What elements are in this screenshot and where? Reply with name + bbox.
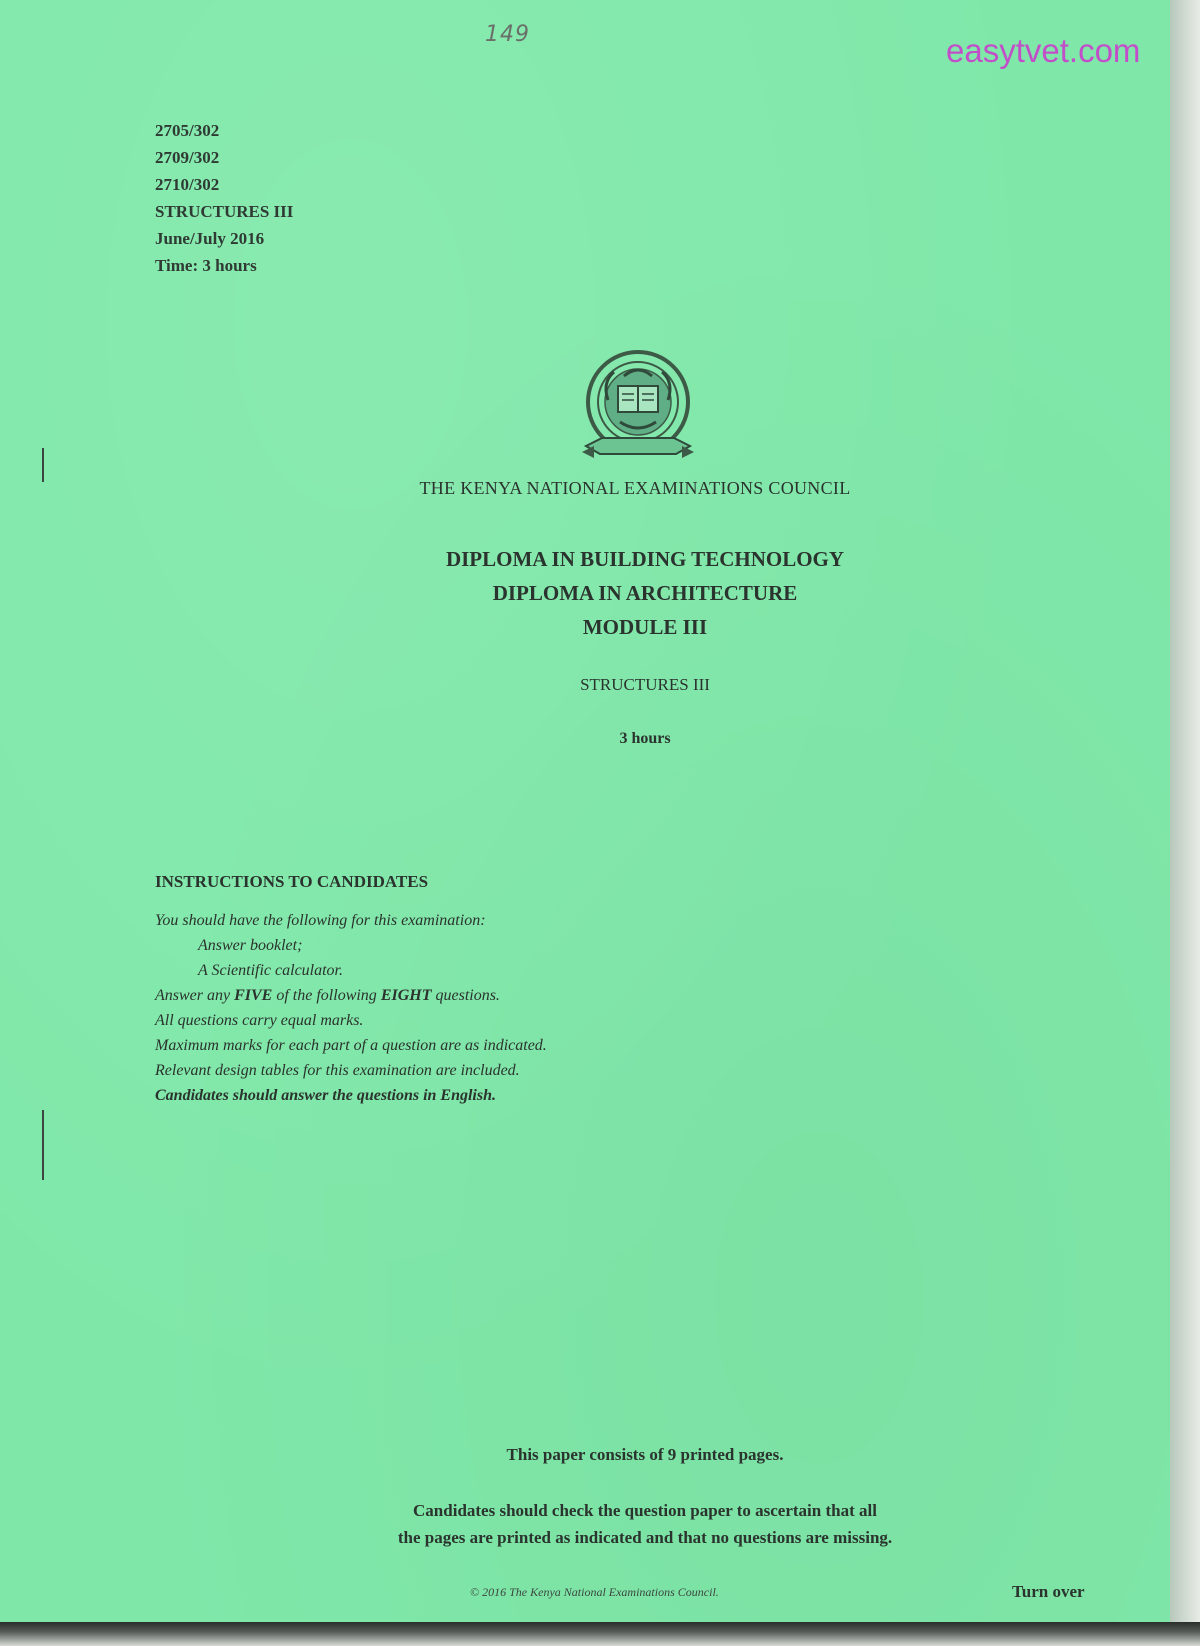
answer-prefix: Answer any — [155, 987, 235, 1004]
copyright-notice: © 2016 The Kenya National Examinations Council. — [470, 1585, 719, 1599]
paper-time: Time: 3 hours — [155, 256, 257, 275]
scan-bottom-edge — [0, 1622, 1200, 1646]
answer-middle: of the following — [272, 987, 381, 1004]
programme-titles — [0, 542, 1200, 644]
scan-edge-mark — [42, 448, 44, 482]
paper-code: 2709/302 — [155, 148, 220, 167]
page-count-note: This paper consists of 9 printed pages. — [506, 1445, 784, 1464]
instruction-max-marks: Maximum marks for each part of a question are as indicated. — [155, 1037, 547, 1054]
answer-suffix: questions. — [431, 987, 500, 1004]
handwritten-page-note: 149 — [485, 22, 530, 47]
paper-code-block — [155, 117, 293, 279]
paper-code: 2710/302 — [155, 175, 220, 194]
watermark-link[interactable]: easytvet.com — [946, 32, 1141, 69]
paper-session: June/July 2016 — [155, 229, 265, 248]
instruction-equal-marks: All questions carry equal marks. — [155, 1012, 364, 1029]
instruction-english: Candidates should answer the questions in English. — [155, 1087, 496, 1104]
council-name: THE KENYA NATIONAL EXAMINATIONS COUNCIL — [419, 478, 851, 498]
instruction-item: Answer booklet; — [198, 937, 303, 954]
scan-right-margin — [1170, 0, 1200, 1622]
knec-seal-icon — [572, 342, 704, 474]
instruction-item: A Scientific calculator. — [198, 962, 344, 979]
subject-title: STRUCTURES III — [580, 675, 710, 694]
check-pages-note — [0, 1497, 1200, 1551]
answer-eight: EIGHT — [380, 987, 432, 1004]
instruction-design-tables: Relevant design tables for this examination are included. — [155, 1062, 520, 1079]
paper-subject: STRUCTURES III — [155, 202, 294, 221]
scan-edge-mark — [42, 1110, 44, 1180]
instructions-list — [155, 908, 547, 1108]
programme-title: DIPLOMA IN BUILDING TECHNOLOGY — [445, 547, 845, 571]
check-pages-line: the pages are printed as indicated and that no questions are missing. — [397, 1528, 893, 1547]
paper-code: 2705/302 — [155, 121, 220, 140]
duration: 3 hours — [619, 730, 671, 747]
programme-title: DIPLOMA IN ARCHITECTURE — [492, 581, 798, 605]
answer-five: FIVE — [234, 987, 273, 1004]
instruction-answer-rule — [155, 983, 547, 1008]
turn-over-label: Turn over — [1012, 1582, 1085, 1601]
check-pages-line: Candidates should check the question paper to ascertain that all — [413, 1501, 877, 1520]
module-title: MODULE III — [582, 615, 708, 639]
instructions-heading: INSTRUCTIONS TO CANDIDATES — [155, 872, 429, 891]
instructions-intro: You should have the following for this examination: — [155, 912, 486, 929]
